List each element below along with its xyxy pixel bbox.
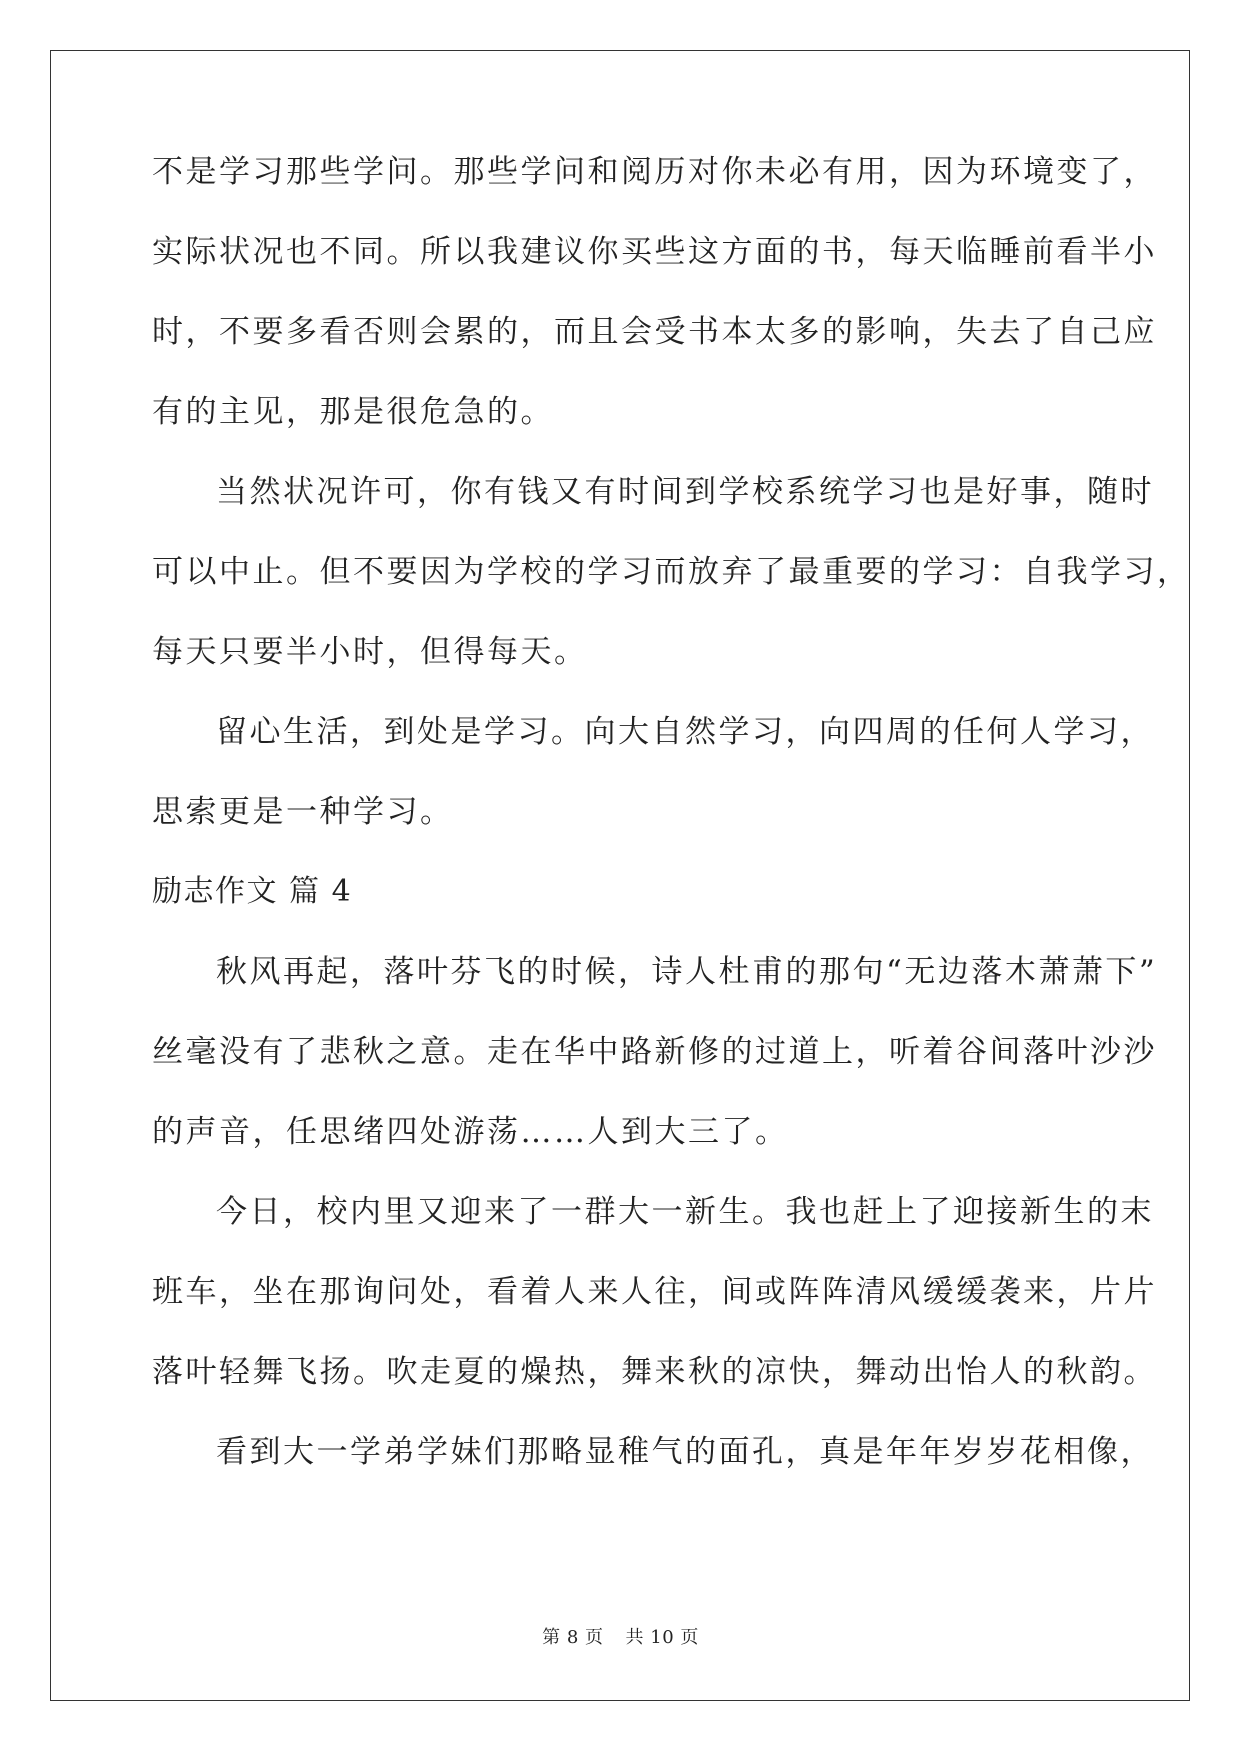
text-line: 班车，坐在那询问处，看着人来人往，间或阵阵清风缓缓袭来，片片 (152, 1274, 1157, 1310)
text-line: 今日，校内里又迎来了一群大一新生。我也赶上了迎接新生的末 (216, 1194, 1154, 1230)
document-body (152, 152, 1191, 1512)
text-line: 思索更是一种学习。 (152, 794, 454, 830)
text-line: 可以中止。但不要因为学校的学习而放弃了最重要的学习：自我学习， (152, 554, 1191, 590)
section-heading: 励志作文 篇 4 (152, 874, 353, 909)
text-line: 落叶轻舞飞扬。吹走夏的燥热，舞来秋的凉快，舞动出怡人的秋韵。 (152, 1354, 1157, 1390)
page-footer (0, 1623, 1241, 1649)
text-line: 的声音，任思绪四处游荡……人到大三了。 (152, 1114, 789, 1150)
text-line: 当然状况许可，你有钱又有时间到学校系统学习也是好事，随时 (216, 474, 1154, 510)
text-line: 看到大一学弟学妹们那略显稚气的面孔，真是年年岁岁花相像， (216, 1434, 1154, 1470)
text-line: 时，不要多看否则会累的，而且会受书本太多的影响，失去了自己应 (152, 314, 1157, 350)
text-line: 丝毫没有了悲秋之意。走在华中路新修的过道上，听着谷间落叶沙沙 (152, 1034, 1157, 1070)
text-line: 每天只要半小时，但得每天。 (152, 634, 588, 670)
text-line: 实际状况也不同。所以我建议你买些这方面的书，每天临睡前看半小 (152, 234, 1157, 270)
page-number-current: 第 8 页 (542, 1627, 604, 1648)
text-line: 有的主见，那是很危急的。 (152, 394, 554, 430)
text-line: 秋风再起，落叶芬飞的时候，诗人杜甫的那句“无边落木萧萧下” (216, 954, 1158, 990)
text-line: 不是学习那些学问。那些学问和阅历对你未必有用，因为环境变了， (152, 154, 1157, 190)
page-number-total: 共 10 页 (625, 1627, 699, 1648)
text-line: 留心生活，到处是学习。向大自然学习，向四周的任何人学习， (216, 714, 1154, 750)
